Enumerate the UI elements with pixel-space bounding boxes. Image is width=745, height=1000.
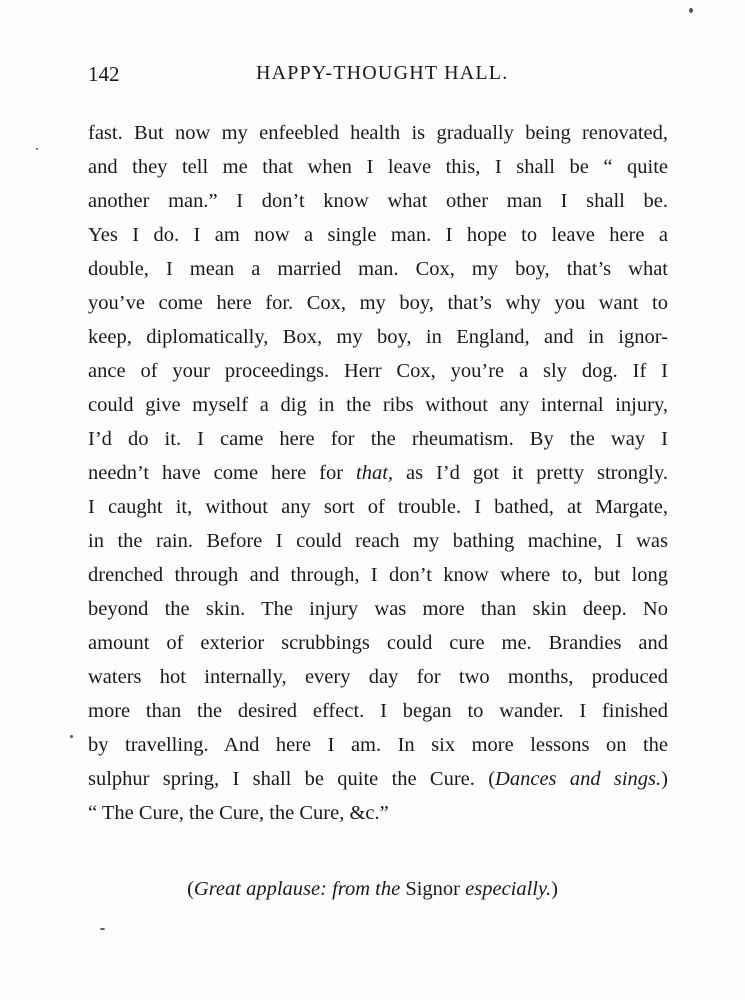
text-line: double, I mean a married man. Cox, my boy, that’s what	[88, 258, 668, 280]
text-line: “ The Cure, the Cure, the Cure, &c.”	[88, 802, 389, 824]
print-speck	[100, 928, 105, 930]
text-line: sulphur spring, I shall be quite the Cure. (Dances and sings.)	[88, 768, 668, 790]
print-speck	[36, 148, 38, 150]
text-line: I caught it, without any sort of trouble. I bathed, at Margate,	[88, 496, 668, 518]
italic-phrase: especially.	[460, 878, 552, 900]
print-speck	[689, 8, 693, 13]
italic-phrase: Great applause:	[193, 878, 327, 900]
text-line: drenched through and through, I don’t know where to, but long	[88, 564, 668, 586]
text-line: by travelling. And here I am. In six more lessons on the	[88, 734, 668, 756]
text-line: fast. But now my enfeebled health is gradually being renovated,	[88, 122, 668, 144]
italic-phrase: that,	[356, 462, 394, 484]
page-number: 142	[88, 62, 120, 86]
text-line: I’d do it. I came here for the rheumatism. By the way I	[88, 428, 668, 450]
text-line: more than the desired effect. I began to wander. I finished	[88, 700, 668, 722]
running-head: HAPPY-THOUGHT HALL.	[256, 62, 509, 84]
text-line: ance of your proceedings. Herr Cox, you’re a sly dog. If I	[88, 360, 668, 382]
text-line: could give myself a dig in the ribs without any internal injury,	[88, 394, 668, 416]
stage-direction: (Great applause: from the Signor especially.)	[187, 878, 558, 900]
text-line: amount of exterior scrubbings could cure me. Brandies and	[88, 632, 668, 654]
text-line: in the rain. Before I could reach my bathing machine, I was	[88, 530, 668, 552]
text-line: another man.” I don’t know what other man I shall be.	[88, 190, 668, 212]
text-line: and they tell me that when I leave this, I shall be “ quite	[88, 156, 668, 178]
text-line: Yes I do. I am now a single man. I hope to leave here a	[88, 224, 668, 246]
print-speck	[70, 735, 73, 738]
page-header	[88, 62, 668, 88]
text-line: keep, diplomatically, Box, my boy, in England, and in ignor-	[88, 326, 668, 348]
italic-phrase: from the	[326, 878, 406, 900]
text-line: beyond the skin. The injury was more than skin deep. No	[88, 598, 668, 620]
text-line: needn’t have come here for that, as I’d got it pretty strongly.	[88, 462, 668, 484]
italic-phrase: Dances and sings.	[495, 768, 662, 790]
text-line: waters hot internally, every day for two months, produced	[88, 666, 668, 688]
text-line: you’ve come here for. Cox, my boy, that’s why you want to	[88, 292, 668, 314]
